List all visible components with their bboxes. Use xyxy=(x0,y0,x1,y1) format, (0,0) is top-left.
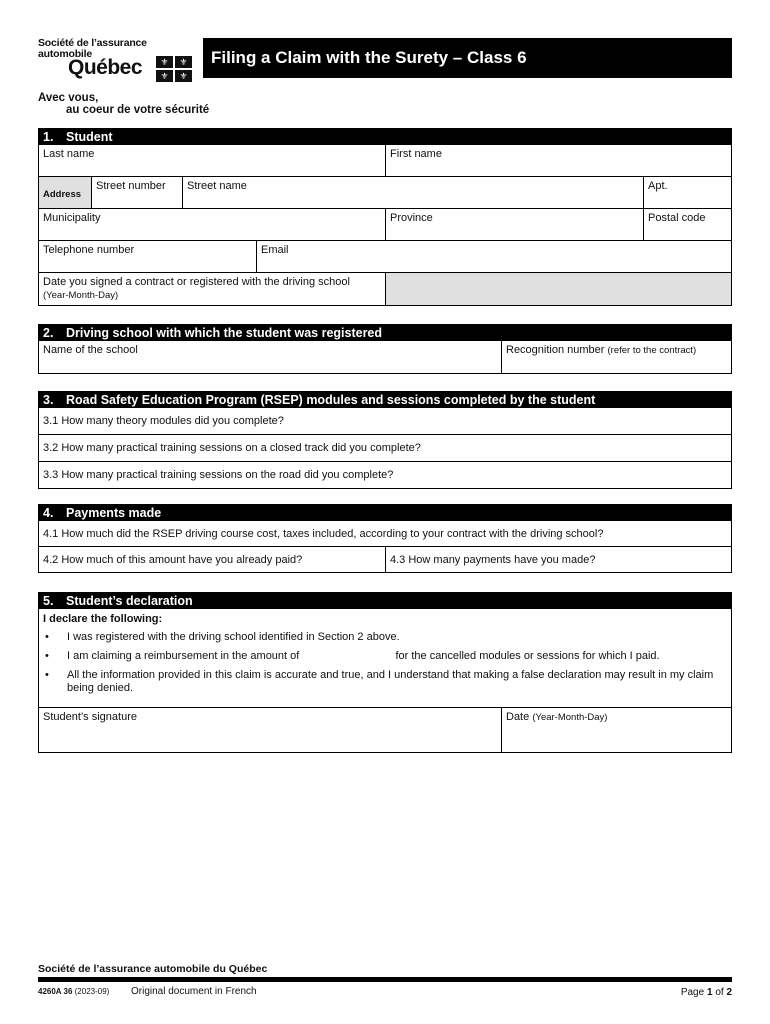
signature-field[interactable]: Student’s signature xyxy=(39,708,502,752)
declaration-item: • I was registered with the driving school identified in Section 2 above. xyxy=(43,631,727,644)
apt-field[interactable]: Apt. xyxy=(648,180,668,192)
declaration-item: • All the information provided in this claim is accurate and true, and I understand that making a false declaration may result in my claim being denied. xyxy=(43,669,727,695)
section-declaration xyxy=(38,592,732,753)
course-cost-field[interactable]: 4.1 How much did the RSEP driving course cost, taxes included, according to your contract with the driving school? xyxy=(43,527,604,540)
fleurdelise-icon: ⚜ ⚜ ⚜ ⚜ xyxy=(156,56,192,82)
section-header: 3. Road Safety Education Program (RSEP) modules and sessions completed by the student xyxy=(38,391,732,408)
form-code: 4260A 36 (2023-09) xyxy=(38,987,110,996)
payments-count-field[interactable]: 4.3 How many payments have you made? xyxy=(390,553,596,566)
province-field[interactable]: Province xyxy=(386,209,644,240)
street-number-field[interactable]: Street number xyxy=(92,177,183,208)
org-name-line1: Société de l’assurance xyxy=(38,37,147,49)
contract-date-field[interactable]: Date you signed a contract or registered with the driving school (Year-Month-Day) xyxy=(39,273,386,305)
school-name-field[interactable]: Name of the school xyxy=(39,341,502,373)
telephone-field[interactable]: Telephone number xyxy=(39,241,257,272)
email-field[interactable]: Email xyxy=(261,244,289,256)
declaration-item: • I am claiming a reimbursement in the amount of for the cancelled modules or sessions for which I paid. xyxy=(43,650,727,663)
municipality-field[interactable]: Municipality xyxy=(39,209,386,240)
closed-track-sessions-field[interactable]: 3.2 How many practical training sessions on a closed track did you complete? xyxy=(43,442,421,454)
original-note: Original document in French xyxy=(131,986,257,997)
street-name-field[interactable]: Street name xyxy=(183,177,644,208)
last-name-field[interactable]: Last name xyxy=(39,145,386,176)
tagline: Avec vous, au coeur de votre sécurité xyxy=(38,92,210,116)
section-payments xyxy=(38,504,732,573)
section-header: 5. Student’s declaration xyxy=(38,592,732,609)
postal-code-field[interactable]: Postal code xyxy=(648,212,706,224)
declaration-text: I declare the following: • I was registered with the driving school identified in Section 2 above. • I am claiming a reimbursement in the amount of for the cancelled modules or sessions for which I paid. • All the information provided in this claim is accurate and true, and I understand that making a false declaration may result in my claim being denied. xyxy=(38,609,732,708)
road-sessions-field[interactable]: 3.3 How many practical training sessions on the road did you complete? xyxy=(43,469,394,481)
signature-date-field[interactable]: Date (Year-Month-Day) xyxy=(506,711,608,723)
contract-date-input[interactable] xyxy=(386,273,731,305)
theory-modules-field[interactable]: 3.1 How many theory modules did you complete? xyxy=(43,415,284,427)
section-driving-school xyxy=(38,324,732,374)
form-title: Filing a Claim with the Surety – Class 6 xyxy=(203,38,732,78)
recognition-number-field[interactable]: Recognition number (refer to the contract) xyxy=(506,344,697,356)
org-name-line2: automobile xyxy=(38,48,93,60)
saaq-logo xyxy=(38,37,198,81)
section-rsep-modules xyxy=(38,391,732,489)
footer-divider xyxy=(38,977,732,982)
section-header: 2. Driving school with which the student was registered xyxy=(38,324,732,341)
amount-paid-field[interactable]: 4.2 How much of this amount have you already paid? xyxy=(39,547,386,572)
first-name-field[interactable]: First name xyxy=(390,148,442,160)
footer-org: Société de l’assurance automobile du Québec xyxy=(38,963,268,975)
quebec-wordmark: Québec xyxy=(68,56,143,79)
page-number: Page 1 of 2 xyxy=(680,987,732,998)
section-header: 1. Student xyxy=(38,128,732,145)
address-label: Address xyxy=(39,177,92,208)
section-header: 4. Payments made xyxy=(38,504,732,521)
section-student xyxy=(38,128,732,306)
